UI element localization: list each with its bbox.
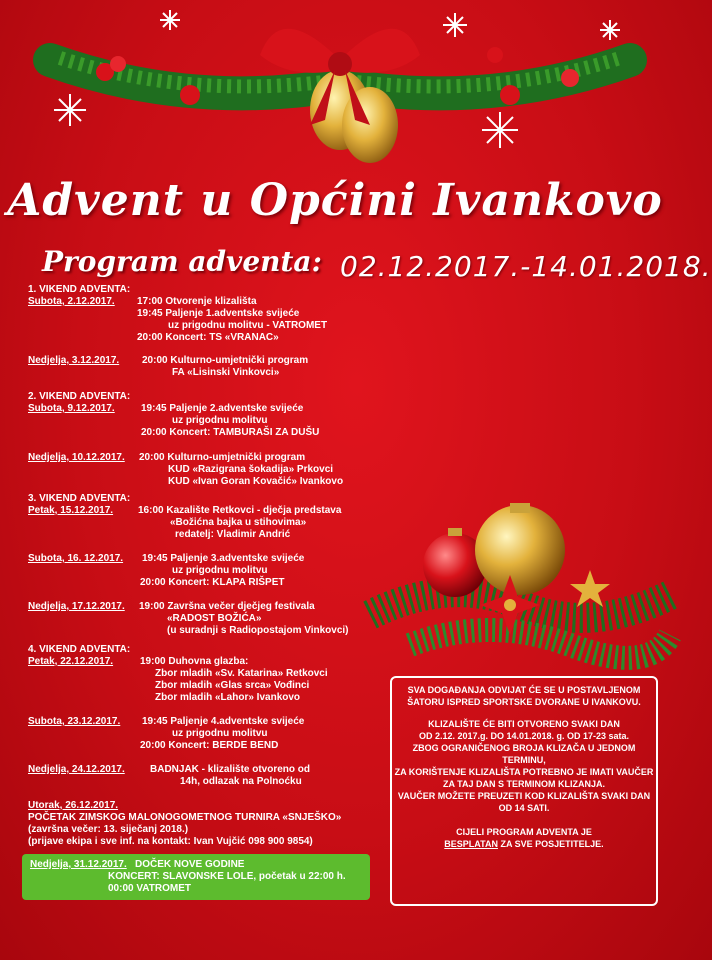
event-line: Zbor mladih «Sv. Katarina» Retkovci: [155, 668, 328, 679]
event-date: Nedjelja, 10.12.2017.: [28, 452, 125, 463]
event-date: Nedjelja, 17.12.2017.: [28, 601, 125, 612]
event-line: «RADOST BOŽIĆA»: [167, 613, 262, 624]
event-line: KUD «Razigrana šokadija» Prkovci: [168, 464, 334, 475]
info-location: SVA DOGAĐANJA ODVIJAT ĆE SE U POSTAVLJENOM ŠATORU ISPRED SPORTSKE DVORANE U IVANKOVU.: [407, 685, 641, 707]
event-line: 20:00 Koncert: KLAPA RIŠPET: [140, 577, 285, 588]
event-line: 20:00 Koncert: TS «VRANAC»: [137, 332, 279, 343]
garland-bow-bells: [40, 0, 640, 175]
info-box: [390, 676, 658, 906]
info-line: KLIZALIŠTE ĆE BITI OTVORENO SVAKI DAN: [428, 719, 620, 729]
event-line: 20:00 Kulturno-umjetnički program: [139, 452, 306, 463]
week-heading: 1. VIKEND ADVENTA:: [28, 284, 131, 295]
event-date: Nedjelja, 24.12.2017.: [28, 764, 125, 775]
week-heading: 3. VIKEND ADVENTA:: [28, 493, 131, 504]
event-line: 19:45 Paljenje 4.adventske svijeće: [142, 716, 305, 727]
event-line: POČETAK ZIMSKOG MALONOGOMETNOG TURNIRA «SNJEŠKO»: [28, 812, 342, 823]
event-line: DOČEK NOVE GODINE: [135, 859, 245, 870]
event-line: 19:45 Paljenje 3.adventske svijeće: [142, 553, 305, 564]
event-date: Petak, 22.12.2017.: [28, 656, 114, 667]
event-line: 00:00 VATROMET: [108, 883, 191, 894]
event-line: uz prigodnu molitvu - VATROMET: [168, 320, 328, 331]
event-line: 19:00 Duhovna glazba:: [140, 656, 249, 667]
event-date: Petak, 15.12.2017.: [28, 505, 114, 516]
week-heading: 2. VIKEND ADVENTA:: [28, 391, 131, 402]
event-date: Nedjelja, 3.12.2017.: [28, 355, 120, 366]
event-date: Subota, 2.12.2017.: [28, 296, 115, 307]
info-free: BESPLATAN: [444, 839, 498, 849]
event-line: 20:00 Kulturno-umjetnički program: [142, 355, 309, 366]
event-line: 19:00 Završna večer dječjeg festivala: [139, 601, 315, 612]
event-line: (prijave ekipa i sve inf. na kontakt: Ivan Vujčić 098 900 9854): [28, 836, 313, 847]
event-date: Utorak, 26.12.2017.: [28, 800, 119, 811]
event-line: «Božićna bajka u stihovima»: [170, 517, 307, 528]
info-line: CIJELI PROGRAM ADVENTA JE: [456, 827, 592, 837]
event-line: 19:45 Paljenje 1.adventske svijeće: [137, 308, 300, 319]
info-line: ZA SVE POSJETITELJE.: [500, 839, 604, 849]
event-date: Subota, 9.12.2017.: [28, 403, 115, 414]
info-line: ZBOG OGRANIČENOG BROJA KLIZAČA U JEDNOM TERMINU,: [412, 743, 636, 765]
event-line: 20:00 Koncert: TAMBURAŠI ZA DUŠU: [141, 427, 320, 438]
event-line: uz prigodnu molitvu: [172, 565, 268, 576]
event-line: FA «Lisinski Vinkovci»: [172, 367, 280, 378]
event-line: Zbor mladih «Glas srca» Vođinci: [155, 680, 310, 691]
event-line: KUD «Ivan Goran Kovačić» Ivankovo: [168, 476, 344, 487]
event-line: Zbor mladih «Lahor» Ivankovo: [155, 692, 301, 703]
event-line: 20:00 Koncert: BERDE BEND: [140, 740, 279, 751]
event-line: redatelj: Vladimir Andrić: [175, 529, 291, 540]
christmas-ornaments: [370, 495, 670, 680]
event-line: 14h, odlazak na Polnoćku: [180, 776, 302, 787]
event-line: KONCERT: SLAVONSKE LOLE, početak u 22:00 h.: [108, 871, 346, 882]
event-date: Subota, 16. 12.2017.: [28, 553, 124, 564]
info-line: ZA KORIŠTENJE KLIZALIŠTA POTREBNO JE IMATI VAUČER ZA TAJ DAN S TERMINOM KLIZANJA.: [394, 767, 654, 789]
event-date: Subota, 23.12.2017.: [28, 716, 121, 727]
event-line: (završna večer: 13. siječanj 2018.): [28, 824, 189, 835]
info-line: VAUČER MOŽETE PREUZETI KOD KLIZALIŠTA SVAKI DAN OD 14 SATI.: [397, 791, 651, 813]
info-line: OD 2.12. 2017.g. DO 14.01.2018. g. OD 17-23 sata.: [418, 731, 630, 741]
event-line: 17:00 Otvorenje klizališta: [137, 296, 257, 307]
event-line: uz prigodnu molitvu: [172, 728, 268, 739]
date-range: 02.12.2017.-14.01.2018.: [340, 250, 712, 283]
event-date: Nedjelja, 31.12.2017.: [30, 859, 127, 870]
program-subtitle: Program adventa:: [42, 245, 322, 278]
event-line: uz prigodnu molitvu: [172, 415, 268, 426]
week-heading: 4. VIKEND ADVENTA:: [28, 644, 131, 655]
event-line: 19:45 Paljenje 2.adventske svijeće: [141, 403, 304, 414]
event-line: (u suradnji s Radiopostajom Vinkovci): [167, 625, 349, 636]
event-line: 16:00 Kazalište Retkovci - dječja predstava: [138, 505, 342, 516]
event-line: BADNJAK - klizalište otvoreno od: [150, 764, 311, 775]
page-title: Advent u Općini Ivankovo: [7, 175, 663, 226]
